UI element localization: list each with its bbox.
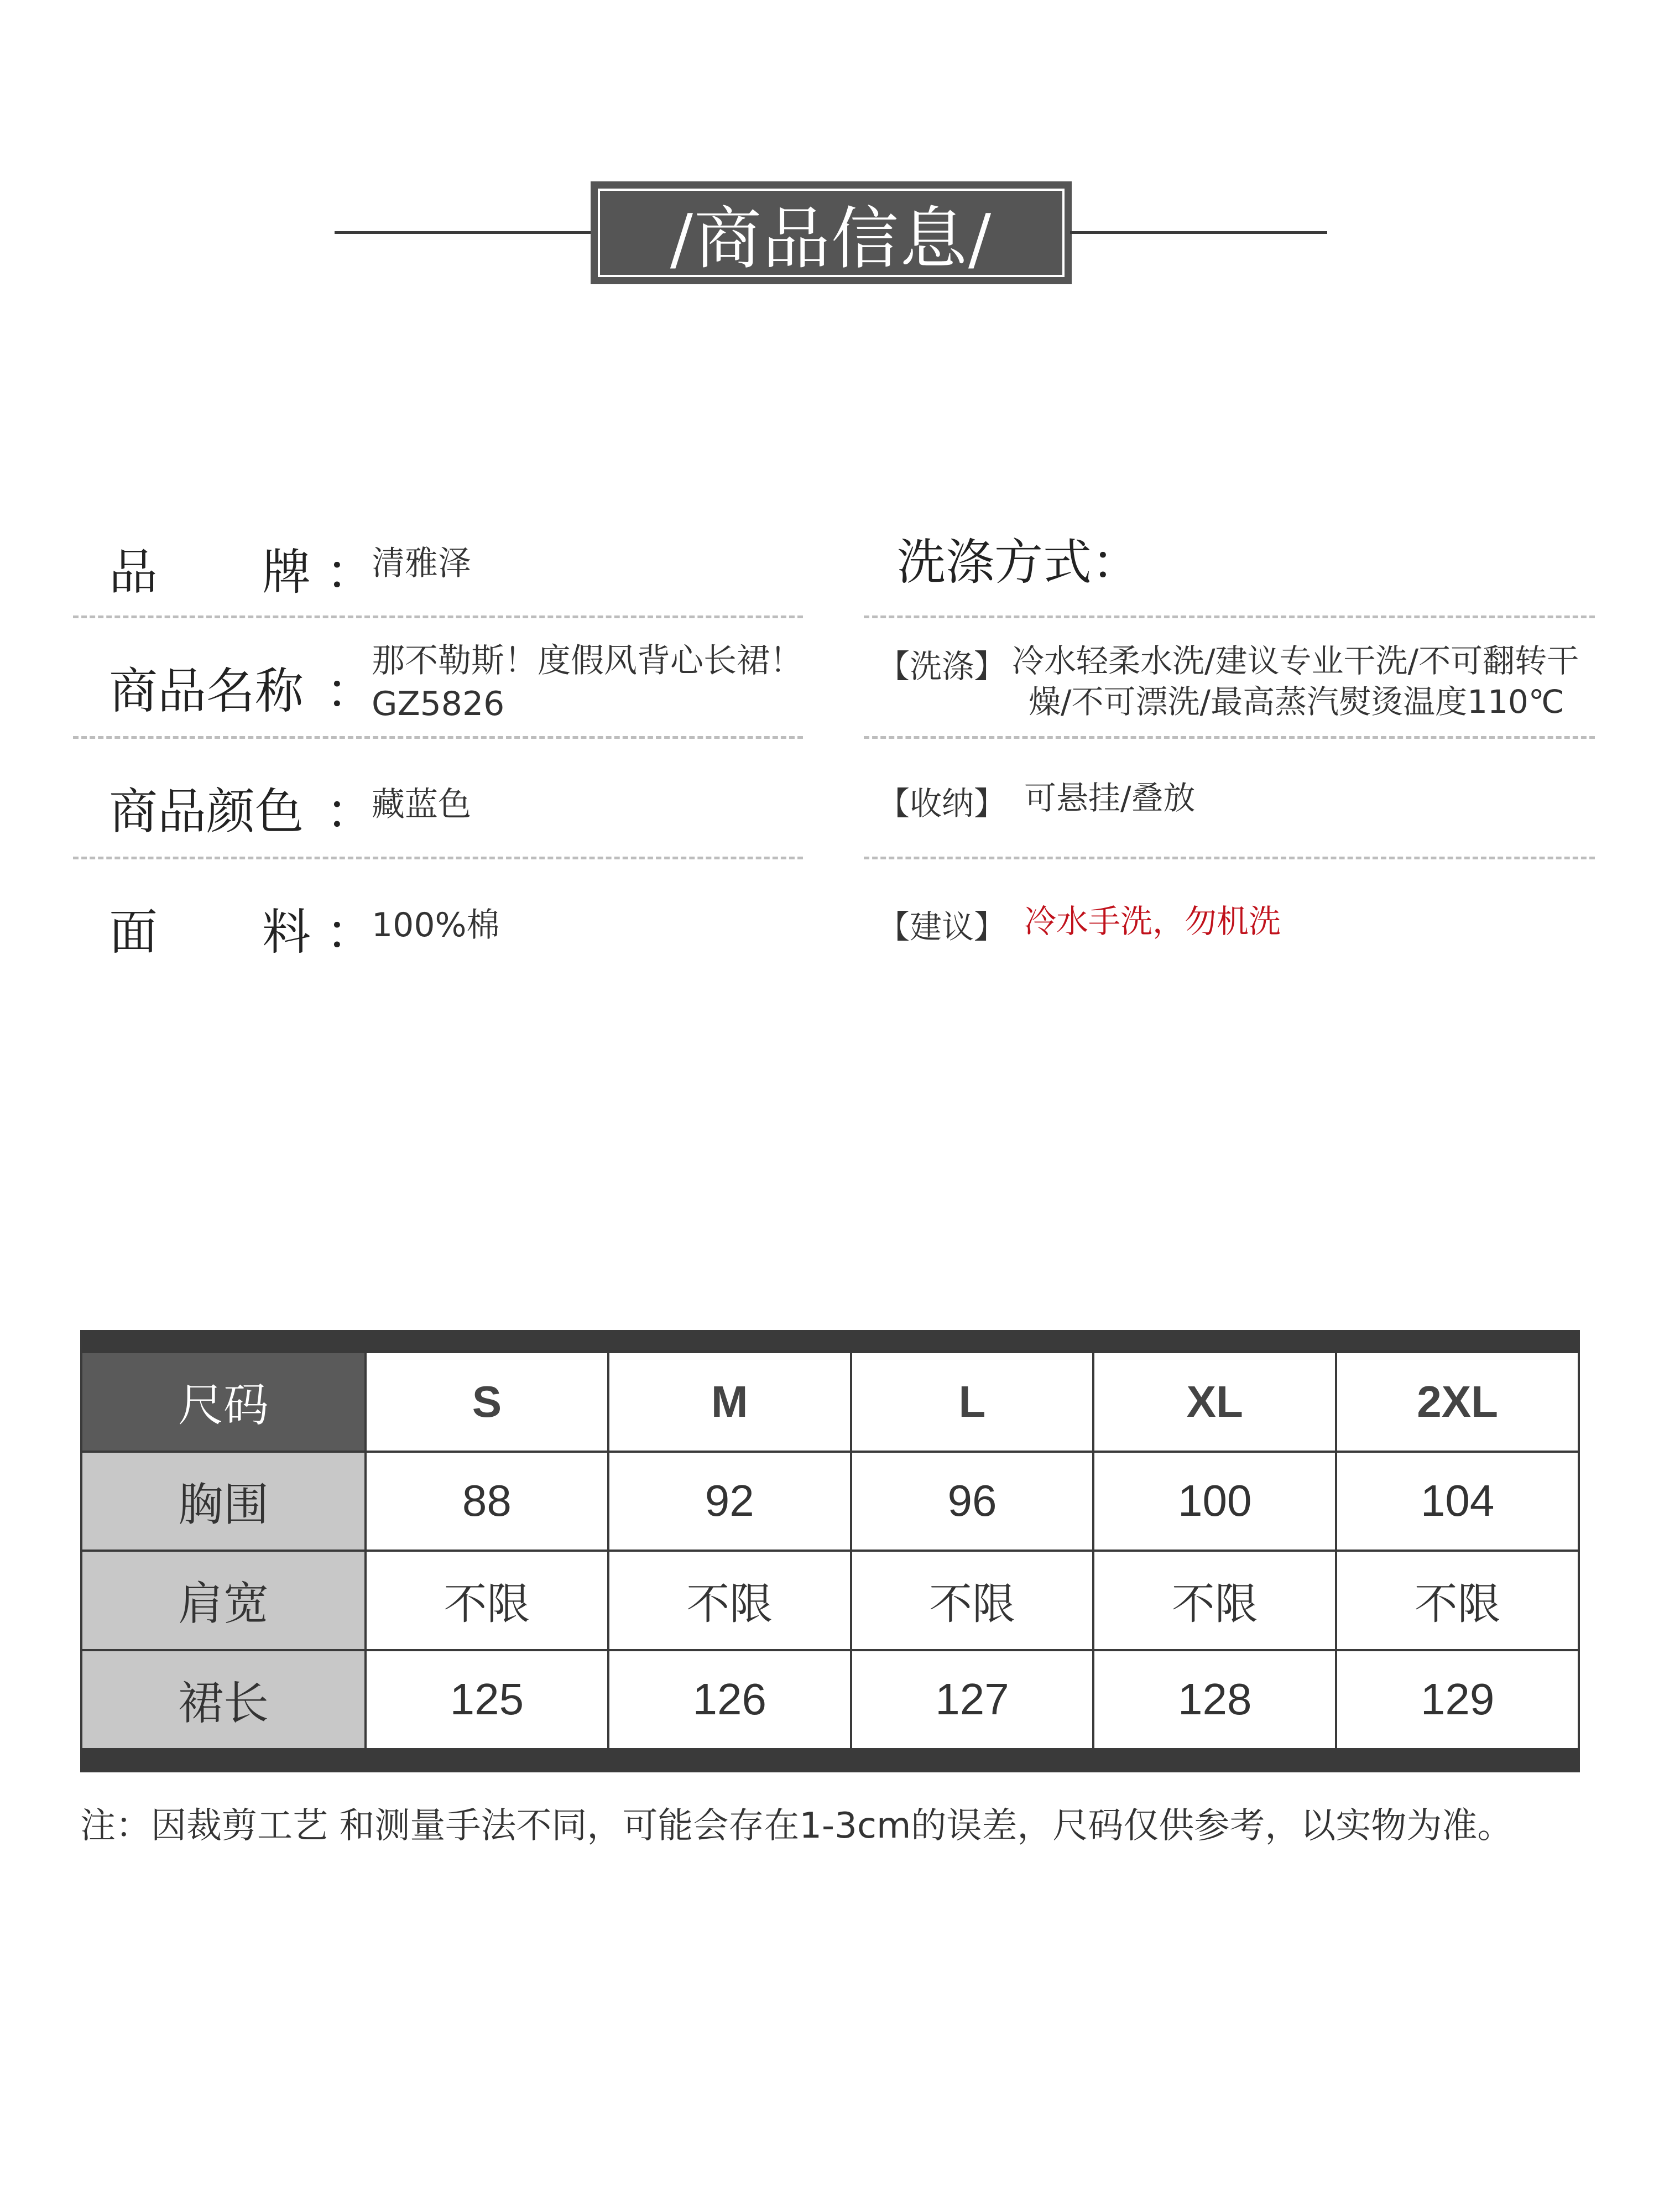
size-grid	[80, 1353, 1580, 1748]
table-cell: 104	[1337, 1453, 1578, 1550]
table-cell: 100	[1094, 1453, 1335, 1550]
table-cell: 不限	[852, 1552, 1093, 1649]
fabric-value: 100%棉	[372, 906, 500, 945]
section-title: /商品信息/	[598, 189, 1065, 277]
wash-tag: 【洗涤】	[878, 648, 1006, 685]
product-info	[73, 500, 803, 980]
table-cell: 129	[1337, 1651, 1578, 1749]
table-cell: 127	[852, 1651, 1093, 1749]
storage-tag: 【收纳】	[878, 785, 1006, 822]
brand-value: 清雅泽	[372, 544, 471, 583]
care-heading: 洗涤方式：	[897, 534, 1141, 591]
table-cell: 126	[609, 1651, 850, 1749]
table-cell: 92	[609, 1453, 850, 1550]
info-row-color	[73, 739, 803, 859]
color-colon: ：	[325, 783, 374, 840]
storage-text: 可悬挂/叠放	[1024, 779, 1196, 817]
name-colon: ：	[325, 662, 374, 719]
size-header-m: M	[609, 1353, 850, 1451]
advice-text: 冷水手洗，勿机洗	[1024, 902, 1281, 940]
name-label: 商品名称	[109, 662, 304, 719]
color-label: 商品颜色	[109, 783, 304, 840]
table-cell: 96	[852, 1453, 1093, 1550]
table-cell: 不限	[609, 1552, 850, 1649]
size-header-s: S	[367, 1353, 607, 1451]
table-cell: 128	[1094, 1651, 1335, 1749]
row-label-bust: 胸围	[82, 1453, 364, 1550]
row-label-shoulder: 肩宽	[82, 1552, 364, 1649]
name-value-line2: GZ5826	[372, 685, 505, 723]
size-header-2xl: 2XL	[1337, 1353, 1578, 1451]
title-divider-right	[1070, 231, 1327, 234]
info-row-fabric	[73, 859, 803, 980]
wash-line1: 冷水轻柔水洗/建议专业干洗/不可翻转干	[1012, 642, 1579, 680]
care-row-advice	[864, 859, 1595, 980]
info-row-name	[73, 618, 803, 739]
brand-label-char-1: 品	[109, 544, 158, 601]
care-row-storage	[864, 739, 1595, 859]
advice-tag: 【建议】	[878, 908, 1006, 946]
color-value: 藏蓝色	[372, 785, 471, 824]
table-cell: 不限	[1337, 1552, 1578, 1649]
name-value-line1: 那不勒斯！度假风背心长裙！	[372, 641, 803, 680]
table-cell: 88	[367, 1453, 607, 1550]
table-cell: 不限	[367, 1552, 607, 1649]
size-table	[80, 1330, 1580, 1772]
care-row-wash	[864, 618, 1595, 739]
table-cell: 不限	[1094, 1552, 1335, 1649]
size-header-corner: 尺码	[82, 1353, 364, 1451]
size-header-l: L	[852, 1353, 1093, 1451]
title-divider-left	[335, 231, 592, 234]
brand-colon: ：	[325, 544, 374, 601]
brand-label-char-2: 牌	[262, 544, 311, 601]
table-cell: 125	[367, 1651, 607, 1749]
wash-line2: 燥/不可漂洗/最高蒸汽熨烫温度110℃	[1029, 683, 1564, 721]
fabric-label-char-1: 面	[109, 904, 158, 961]
fabric-label-char-2: 料	[262, 904, 311, 961]
row-label-length: 裙长	[82, 1651, 364, 1749]
fabric-colon: ：	[325, 904, 374, 961]
section-title-box	[591, 181, 1072, 284]
care-heading-row	[864, 500, 1595, 618]
size-note: 注：因裁剪工艺 和测量手法不同，可能会存在1-3cm的误差，尺码仅供参考，以实物为准。	[80, 1806, 1513, 1846]
size-header-xl: XL	[1094, 1353, 1335, 1451]
info-row-brand	[73, 500, 803, 618]
care-info	[864, 500, 1595, 980]
